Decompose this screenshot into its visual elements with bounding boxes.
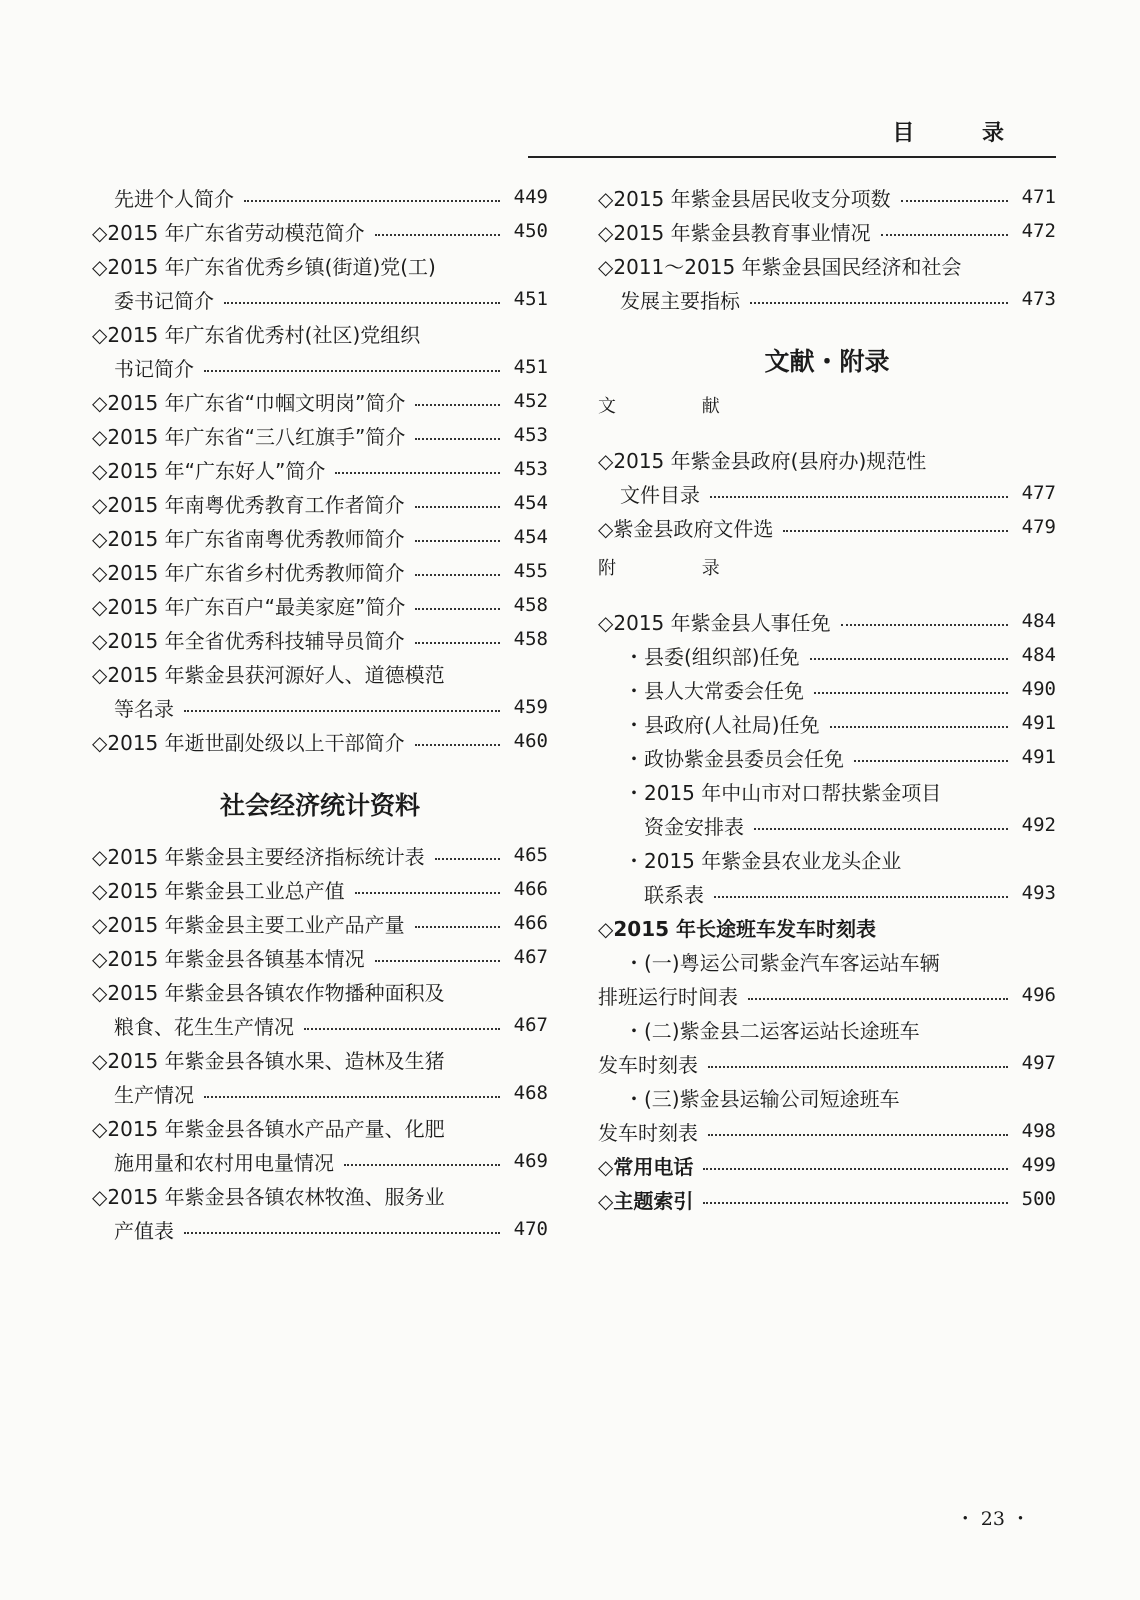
toc-entry-title: ◇2015 年广东省优秀村(社区)党组织 <box>92 322 421 347</box>
toc-entry-page: 470 <box>513 1218 548 1240</box>
toc-entry-title: ◇2015 年紫金县各镇水果、造林及生猪 <box>92 1048 445 1073</box>
toc-entry-page: 466 <box>513 878 548 900</box>
dot-leader <box>375 234 500 236</box>
toc-entry-page: 454 <box>513 526 548 548</box>
toc-entry[interactable] <box>598 910 1056 944</box>
toc-entry-title: ◇2015 年广东省南粤优秀教师简介 <box>92 526 405 551</box>
toc-entry[interactable] <box>92 1110 548 1144</box>
toc-entry-title: ◇主题索引 <box>598 1188 694 1213</box>
dot-leader <box>415 744 500 746</box>
toc-entry-page: 453 <box>513 424 548 446</box>
toc-entry-page: 477 <box>1021 482 1056 504</box>
toc-entry-title: ◇2015 年广东省乡村优秀教师简介 <box>92 560 405 585</box>
toc-entry[interactable] <box>598 214 1056 248</box>
toc-entry-title: 发车时刻表 <box>598 1052 698 1077</box>
dot-leader <box>244 200 500 202</box>
toc-entry-title: ◇2015 年广东省优秀乡镇(街道)党(工) <box>92 254 436 279</box>
toc-entry[interactable] <box>598 442 1056 476</box>
toc-entry-page: 500 <box>1021 1188 1056 1210</box>
toc-entry-title: ◇2015 年紫金县主要经济指标统计表 <box>92 844 425 869</box>
toc-entry-title: ◇2015 年紫金县人事任免 <box>598 610 831 635</box>
toc-entry-title: 委书记简介 <box>114 288 214 313</box>
toc-entry[interactable] <box>92 350 548 384</box>
toc-entry-page: 490 <box>1021 678 1056 700</box>
toc-entry-title: ◇2015 年南粤优秀教育工作者简介 <box>92 492 405 517</box>
toc-entry-title: ◇2015 年紫金县获河源好人、道德模范 <box>92 662 445 687</box>
toc-entry-title: 施用量和农村用电量情况 <box>114 1150 334 1175</box>
toc-entry-title: ◇2015 年紫金县工业总产值 <box>92 878 345 903</box>
dot-leader <box>714 896 1008 898</box>
toc-entry-title: ◇2015 年紫金县教育事业情况 <box>598 220 871 245</box>
toc-entry[interactable] <box>92 1212 548 1246</box>
toc-entry-page: 467 <box>513 946 548 968</box>
toc-entry-title: 先进个人简介 <box>114 186 234 211</box>
toc-entry[interactable] <box>92 724 548 758</box>
toc-entry[interactable] <box>598 282 1056 316</box>
toc-entry-page: 497 <box>1021 1052 1056 1074</box>
toc-entry[interactable] <box>92 1076 548 1110</box>
toc-entry-page: 499 <box>1021 1154 1056 1176</box>
dot-leader <box>703 1168 1008 1170</box>
dot-leader <box>204 370 500 372</box>
toc-entry[interactable] <box>598 510 1056 544</box>
toc-entry[interactable] <box>598 672 1056 706</box>
toc-entry-title: ◇2015 年长途班车发车时刻表 <box>598 916 877 941</box>
toc-entry-title: 排班运行时间表 <box>598 984 738 1009</box>
toc-entry-page: 479 <box>1021 516 1056 538</box>
dot-leader <box>304 1028 500 1030</box>
toc-entry-title: 发车时刻表 <box>598 1120 698 1145</box>
toc-entry[interactable] <box>92 554 548 588</box>
dot-leader <box>435 858 500 860</box>
toc-entry-page: 484 <box>1021 610 1056 632</box>
dot-leader <box>754 828 1008 830</box>
toc-entry-title: ◇2015 年广东省劳动模范简介 <box>92 220 365 245</box>
toc-entry-title: ・(三)紫金县运输公司短途班车 <box>624 1086 900 1111</box>
toc-entry-title: 产值表 <box>114 1218 174 1243</box>
toc-entry[interactable] <box>92 690 548 724</box>
toc-entry[interactable] <box>598 978 1056 1012</box>
toc-entry[interactable] <box>598 1080 1056 1114</box>
toc-entry[interactable] <box>598 604 1056 638</box>
toc-entry[interactable] <box>598 1046 1056 1080</box>
toc-entry-page: 459 <box>513 696 548 718</box>
toc-entry-title: ◇2015 年紫金县主要工业产品产量 <box>92 912 405 937</box>
toc-entry-title: 资金安排表 <box>644 814 744 839</box>
toc-entry-title: ・2015 年紫金县农业龙头企业 <box>624 848 902 873</box>
toc-entry-page: 491 <box>1021 712 1056 734</box>
toc-entry-title: 联系表 <box>644 882 704 907</box>
toc-list-left <box>92 180 548 758</box>
dot-leader <box>703 1202 1008 1204</box>
toc-entry[interactable] <box>92 974 548 1008</box>
toc-entry[interactable] <box>598 476 1056 510</box>
dot-leader <box>415 608 500 610</box>
toc-entry-title: 生产情况 <box>114 1082 194 1107</box>
toc-entry-title: ◇2015 年紫金县各镇农作物播种面积及 <box>92 980 445 1005</box>
dot-leader <box>415 642 500 644</box>
toc-entry-page: 471 <box>1021 186 1056 208</box>
toc-entry[interactable] <box>92 622 548 656</box>
dot-leader <box>415 926 500 928</box>
dot-leader <box>854 760 1008 762</box>
dot-leader <box>783 530 1008 532</box>
dot-leader <box>415 540 500 542</box>
toc-entry-title: 发展主要指标 <box>620 288 740 313</box>
toc-entry[interactable] <box>92 418 548 452</box>
toc-entry-title: ◇2011～2015 年紫金县国民经济和社会 <box>598 254 962 279</box>
toc-entry-page: 460 <box>513 730 548 752</box>
toc-entry-page: 491 <box>1021 746 1056 768</box>
dot-leader <box>335 472 500 474</box>
toc-entry-page: 469 <box>513 1150 548 1172</box>
toc-entry[interactable] <box>92 1144 548 1178</box>
page-number: ・ 23 ・ <box>955 1508 1030 1530</box>
toc-entry-page: 467 <box>513 1014 548 1036</box>
toc-entry-page: 493 <box>1021 882 1056 904</box>
toc-entry[interactable] <box>598 876 1056 910</box>
toc-entry-title: ◇2015 年紫金县各镇农林牧渔、服务业 <box>92 1184 445 1209</box>
dot-leader <box>184 710 500 712</box>
toc-entry-title: ・县人大常委会任免 <box>624 678 804 703</box>
dot-leader <box>375 960 500 962</box>
page-header <box>528 112 1056 158</box>
toc-entry[interactable] <box>92 1042 548 1076</box>
dot-leader <box>415 574 500 576</box>
toc-entry-title: ◇2015 年紫金县各镇水产品产量、化肥 <box>92 1116 445 1141</box>
dot-leader <box>184 1232 500 1234</box>
toc-entry-page: 451 <box>513 356 548 378</box>
toc-entry[interactable] <box>92 180 548 214</box>
toc-entry-title: 粮食、花生生产情况 <box>114 1014 294 1039</box>
toc-entry[interactable] <box>598 706 1056 740</box>
toc-entry-title: ◇2015 年“广东好人”简介 <box>92 458 326 483</box>
toc-entry-title: ・政协紫金县委员会任免 <box>624 746 844 771</box>
toc-entry-page: 450 <box>513 220 548 242</box>
toc-entry-page: 458 <box>513 594 548 616</box>
toc-entry[interactable] <box>92 838 548 872</box>
toc-entry[interactable] <box>92 1178 548 1212</box>
toc-entry[interactable] <box>598 180 1056 214</box>
toc-entry[interactable] <box>598 1114 1056 1148</box>
toc-entry[interactable] <box>92 486 548 520</box>
toc-entry-title: ・县委(组织部)任免 <box>624 644 800 669</box>
dot-leader <box>224 302 500 304</box>
toc-entry-page: 472 <box>1021 220 1056 242</box>
toc-entry[interactable] <box>92 656 548 690</box>
toc-entry[interactable] <box>598 774 1056 808</box>
toc-entry[interactable] <box>92 906 548 940</box>
toc-entry[interactable] <box>92 1008 548 1042</box>
toc-entry[interactable] <box>598 842 1056 876</box>
dot-leader <box>204 1096 500 1098</box>
toc-entry-page: 455 <box>513 560 548 582</box>
section-heading-documents-appendix: 文献・附录 <box>764 347 890 376</box>
toc-list-statistics <box>92 838 548 1246</box>
toc-entry[interactable] <box>92 452 548 486</box>
toc-left-column <box>92 180 548 1246</box>
dot-leader <box>355 892 500 894</box>
dot-leader <box>415 404 500 406</box>
toc-entry-page: 449 <box>513 186 548 208</box>
toc-entry[interactable] <box>598 740 1056 774</box>
sub-heading-documents: 文 献 <box>598 396 760 417</box>
toc-entry-title: ◇2015 年全省优秀科技辅导员简介 <box>92 628 405 653</box>
toc-entry-title: ◇2015 年紫金县政府(县府办)规范性 <box>598 448 927 473</box>
toc-entry[interactable] <box>598 248 1056 282</box>
dot-leader <box>344 1164 500 1166</box>
toc-entry[interactable] <box>92 384 548 418</box>
toc-entry-title: 书记简介 <box>114 356 194 381</box>
toc-entry-title: ◇2015 年紫金县各镇基本情况 <box>92 946 365 971</box>
toc-entry[interactable] <box>92 214 548 248</box>
toc-entry-page: 492 <box>1021 814 1056 836</box>
dot-leader <box>710 496 1008 498</box>
toc-list-documents <box>598 442 1056 544</box>
toc-entry[interactable] <box>92 316 548 350</box>
toc-entry-page: 473 <box>1021 288 1056 310</box>
toc-entry-page: 496 <box>1021 984 1056 1006</box>
toc-entry[interactable] <box>92 940 548 974</box>
sub-heading-appendix: 附 录 <box>598 558 760 579</box>
dot-leader <box>415 506 500 508</box>
toc-entry-page: 454 <box>513 492 548 514</box>
dot-leader <box>901 200 1008 202</box>
toc-entry-title: ◇2015 年广东省“三八红旗手”简介 <box>92 424 406 449</box>
toc-entry[interactable] <box>598 944 1056 978</box>
toc-entry[interactable] <box>598 1182 1056 1216</box>
dot-leader <box>415 438 500 440</box>
toc-entry-page: 453 <box>513 458 548 480</box>
dot-leader <box>814 692 1008 694</box>
toc-entry-title: ◇紫金县政府文件选 <box>598 516 774 541</box>
dot-leader <box>750 302 1008 304</box>
toc-entry-title: 等名录 <box>114 696 174 721</box>
toc-right-column <box>598 180 1056 1216</box>
toc-entry-page: 451 <box>513 288 548 310</box>
toc-entry[interactable] <box>598 1148 1056 1182</box>
toc-entry-page: 484 <box>1021 644 1056 666</box>
toc-entry-page: 465 <box>513 844 548 866</box>
toc-entry[interactable] <box>92 282 548 316</box>
dot-leader <box>841 624 1008 626</box>
toc-list-right <box>598 180 1056 316</box>
toc-entry[interactable] <box>92 872 548 906</box>
toc-entry-title: ・县政府(人社局)任免 <box>624 712 820 737</box>
toc-entry-page: 468 <box>513 1082 548 1104</box>
toc-entry[interactable] <box>598 808 1056 842</box>
toc-entry-title: 文件目录 <box>620 482 700 507</box>
dot-leader <box>708 1066 1008 1068</box>
toc-entry-page: 458 <box>513 628 548 650</box>
toc-entry[interactable] <box>598 638 1056 672</box>
dot-leader <box>810 658 1008 660</box>
toc-entry[interactable] <box>92 248 548 282</box>
toc-entry[interactable] <box>92 520 548 554</box>
toc-entry-title: ◇2015 年广东百户“最美家庭”简介 <box>92 594 406 619</box>
toc-entry[interactable] <box>598 1012 1056 1046</box>
toc-entry-title: ・(二)紫金县二运客运站长途班车 <box>624 1018 920 1043</box>
section-heading-statistics: 社会经济统计资料 <box>219 791 420 820</box>
toc-entry-title: ◇2015 年紫金县居民收支分项数 <box>598 186 891 211</box>
toc-entry-page: 452 <box>513 390 548 412</box>
toc-list-appendix <box>598 604 1056 1216</box>
toc-entry[interactable] <box>92 588 548 622</box>
dot-leader <box>881 234 1008 236</box>
dot-leader <box>708 1134 1008 1136</box>
toc-entry-page: 466 <box>513 912 548 934</box>
toc-entry-title: ◇常用电话 <box>598 1154 694 1179</box>
header-title: 目 录 <box>892 121 1034 146</box>
dot-leader <box>748 998 1008 1000</box>
toc-entry-title: ・2015 年中山市对口帮扶紫金项目 <box>624 780 942 805</box>
toc-entry-page: 498 <box>1021 1120 1056 1142</box>
toc-entry-title: ◇2015 年广东省“巾帼文明岗”简介 <box>92 390 406 415</box>
toc-entry-title: ・(一)粤运公司紫金汽车客运站车辆 <box>624 950 940 975</box>
toc-entry-title: ◇2015 年逝世副处级以上干部简介 <box>92 730 405 755</box>
dot-leader <box>830 726 1008 728</box>
